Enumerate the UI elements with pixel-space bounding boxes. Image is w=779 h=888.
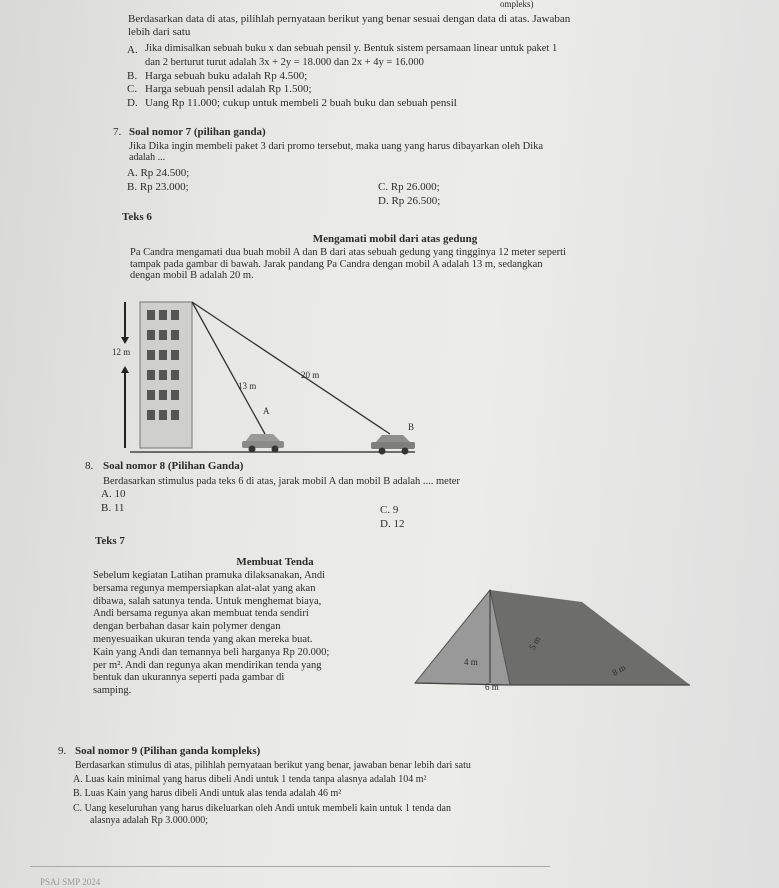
q7-option-d: D. Rp 26.500; bbox=[378, 195, 441, 207]
figure-label-car-b: B bbox=[408, 422, 415, 432]
footer-divider bbox=[30, 866, 550, 867]
q8-option-b: B. 11 bbox=[101, 502, 125, 514]
tent-figure bbox=[410, 585, 710, 705]
q6-option-d: Uang Rp 11.000; cukup untuk membeli 2 buah buku dan sebuah pensil bbox=[145, 97, 457, 109]
q7-number: 7. bbox=[113, 126, 122, 138]
teks6-para-line-2: tampak pada gambar di bawah. Jarak pandang Pa Candra dengan mobil A adalah 13 m, sedangkan bbox=[130, 259, 543, 270]
teks6-para-line-3: dengan mobil B adalah 20 m. bbox=[130, 270, 254, 281]
teks7-label: Teks 7 bbox=[95, 535, 125, 547]
intro-line-2: lebih dari satu bbox=[128, 26, 191, 38]
teks7-line: menyesuaikan ukuran tenda yang akan mereka buat. bbox=[93, 633, 313, 645]
q6-option-a-cont: dan 2 berturut turut adalah 3x + 2y = 18.000 dan 2x + 4y = 16.000 bbox=[145, 57, 424, 68]
q9-option-c-cont: alasnya adalah Rp 3.000.000; bbox=[90, 815, 209, 826]
q7-option-b: B. Rp 23.000; bbox=[127, 181, 189, 193]
q7-option-a: A. Rp 24.500; bbox=[127, 167, 190, 179]
q6-option-d-letter: D. bbox=[127, 97, 138, 109]
teks7-line: Andi bersama regunya akan membuat tenda sendiri bbox=[93, 608, 309, 620]
teks7-line: Sebelum kegiatan Latihan pramuka dilaksanakan, Andi bbox=[93, 570, 326, 581]
tent-label-5m: 5 m bbox=[527, 634, 543, 652]
car-a bbox=[242, 434, 284, 453]
teks6-para-line-1: Pa Candra mengamati dua buah mobil A dan B dari atas sebuah gedung yang tingginya 12 meter seperti bbox=[130, 247, 566, 258]
tent-roof bbox=[490, 590, 690, 685]
q6-option-b-letter: B. bbox=[127, 70, 138, 82]
q7-option-c: C. Rp 26.000; bbox=[378, 181, 440, 193]
q9-title: Soal nomor 9 (Pilihan ganda kompleks) bbox=[75, 745, 261, 757]
sight-line-b bbox=[192, 302, 390, 434]
q6-option-c-letter: C. bbox=[127, 83, 138, 95]
teks7-line: Kain yang Andi dan temannya beli harganya Rp 20.000; bbox=[93, 646, 330, 658]
teks7-title: Membuat Tenda bbox=[236, 556, 314, 568]
figure-label-13m: 13 m bbox=[238, 381, 257, 391]
q7-stem-line-2: adalah ... bbox=[129, 152, 166, 163]
teks7-line: samping. bbox=[93, 685, 132, 697]
figure-label-12m: 12 m bbox=[112, 347, 131, 357]
figure-label-20m: 20 m bbox=[301, 370, 320, 380]
intro-line-1: Berdasarkan data di atas, pilihlah pernyataan berikut yang benar sesuai dengan data di atas. Jawaban bbox=[128, 13, 571, 25]
q6-option-a: Jika dimisalkan sebuah buku x dan sebuah pensil y. Bentuk sistem persamaan linear untuk paket 1 bbox=[145, 43, 558, 54]
teks7-paragraph bbox=[93, 570, 329, 698]
q9-option-b: B. Luas Kain yang harus dibeli Andi untuk alas tenda adalah 46 m² bbox=[73, 788, 342, 799]
footer-label: PSAJ SMP 2024 bbox=[40, 877, 101, 887]
q7-title: Soal nomor 7 (pilihan ganda) bbox=[129, 126, 266, 138]
teks7-line: dibawa, salah satunya tenda. Untuk menghemat biaya, bbox=[93, 595, 322, 607]
sight-line-a bbox=[192, 302, 265, 434]
q9-number: 9. bbox=[58, 745, 67, 757]
q9-option-c: C. Uang keseluruhan yang harus dikeluarkan oleh Andi untuk membeli kain untuk 1 tenda dan bbox=[73, 803, 451, 814]
building-cars-figure bbox=[95, 282, 445, 462]
height-arrowhead-up bbox=[121, 366, 129, 373]
figure-label-car-a: A bbox=[263, 406, 270, 416]
q7-stem-line-1: Jika Dika ingin membeli paket 3 dari promo tersebut, maka uang yang harus dibayarkan oleh Dika bbox=[129, 141, 544, 152]
teks7-line: bentuk dan ukurannya seperti pada gambar di bbox=[93, 672, 285, 684]
q8-option-d: D. 12 bbox=[380, 518, 405, 530]
top-stamp: ompleks) bbox=[500, 0, 534, 9]
teks6-label: Teks 6 bbox=[122, 211, 152, 223]
tent-label-8m: 8 m bbox=[610, 662, 628, 678]
q8-stem: Berdasarkan stimulus pada teks 6 di atas, jarak mobil A dan mobil B adalah .... meter bbox=[103, 476, 460, 487]
q8-option-c: C. 9 bbox=[380, 504, 399, 516]
q6-option-c: Harga sebuah pensil adalah Rp 1.500; bbox=[145, 83, 312, 95]
q8-option-a: A. 10 bbox=[101, 488, 126, 500]
q8-number: 8. bbox=[85, 460, 94, 472]
q9-option-a: A. Luas kain minimal yang harus dibeli Andi untuk 1 tenda tanpa alasnya adalah 104 m² bbox=[73, 774, 427, 785]
teks7-line: dengan berbahan dasar kain polymer dengan bbox=[93, 621, 281, 633]
height-arrowhead-down bbox=[121, 337, 129, 344]
q8-title: Soal nomor 8 (Pilihan Ganda) bbox=[103, 460, 244, 472]
q6-option-b: Harga sebuah buku adalah Rp 4.500; bbox=[145, 70, 308, 82]
teks7-line: per m². Andi dan regunya akan mendirikan tenda yang bbox=[93, 659, 322, 671]
q6-option-a-letter: A. bbox=[127, 44, 138, 56]
teks7-line: bersama regunya mempersiapkan alat-alat yang akan bbox=[93, 582, 316, 594]
tent-label-4m: 4 m bbox=[464, 657, 478, 667]
q9-stem: Berdasarkan stimulus di atas, pilihlah pernyataan berikut yang benar, jawaban benar lebih dari satu bbox=[75, 760, 471, 771]
tent-label-6m: 6 m bbox=[485, 682, 499, 692]
teks6-title: Mengamati mobil dari atas gedung bbox=[312, 233, 478, 245]
